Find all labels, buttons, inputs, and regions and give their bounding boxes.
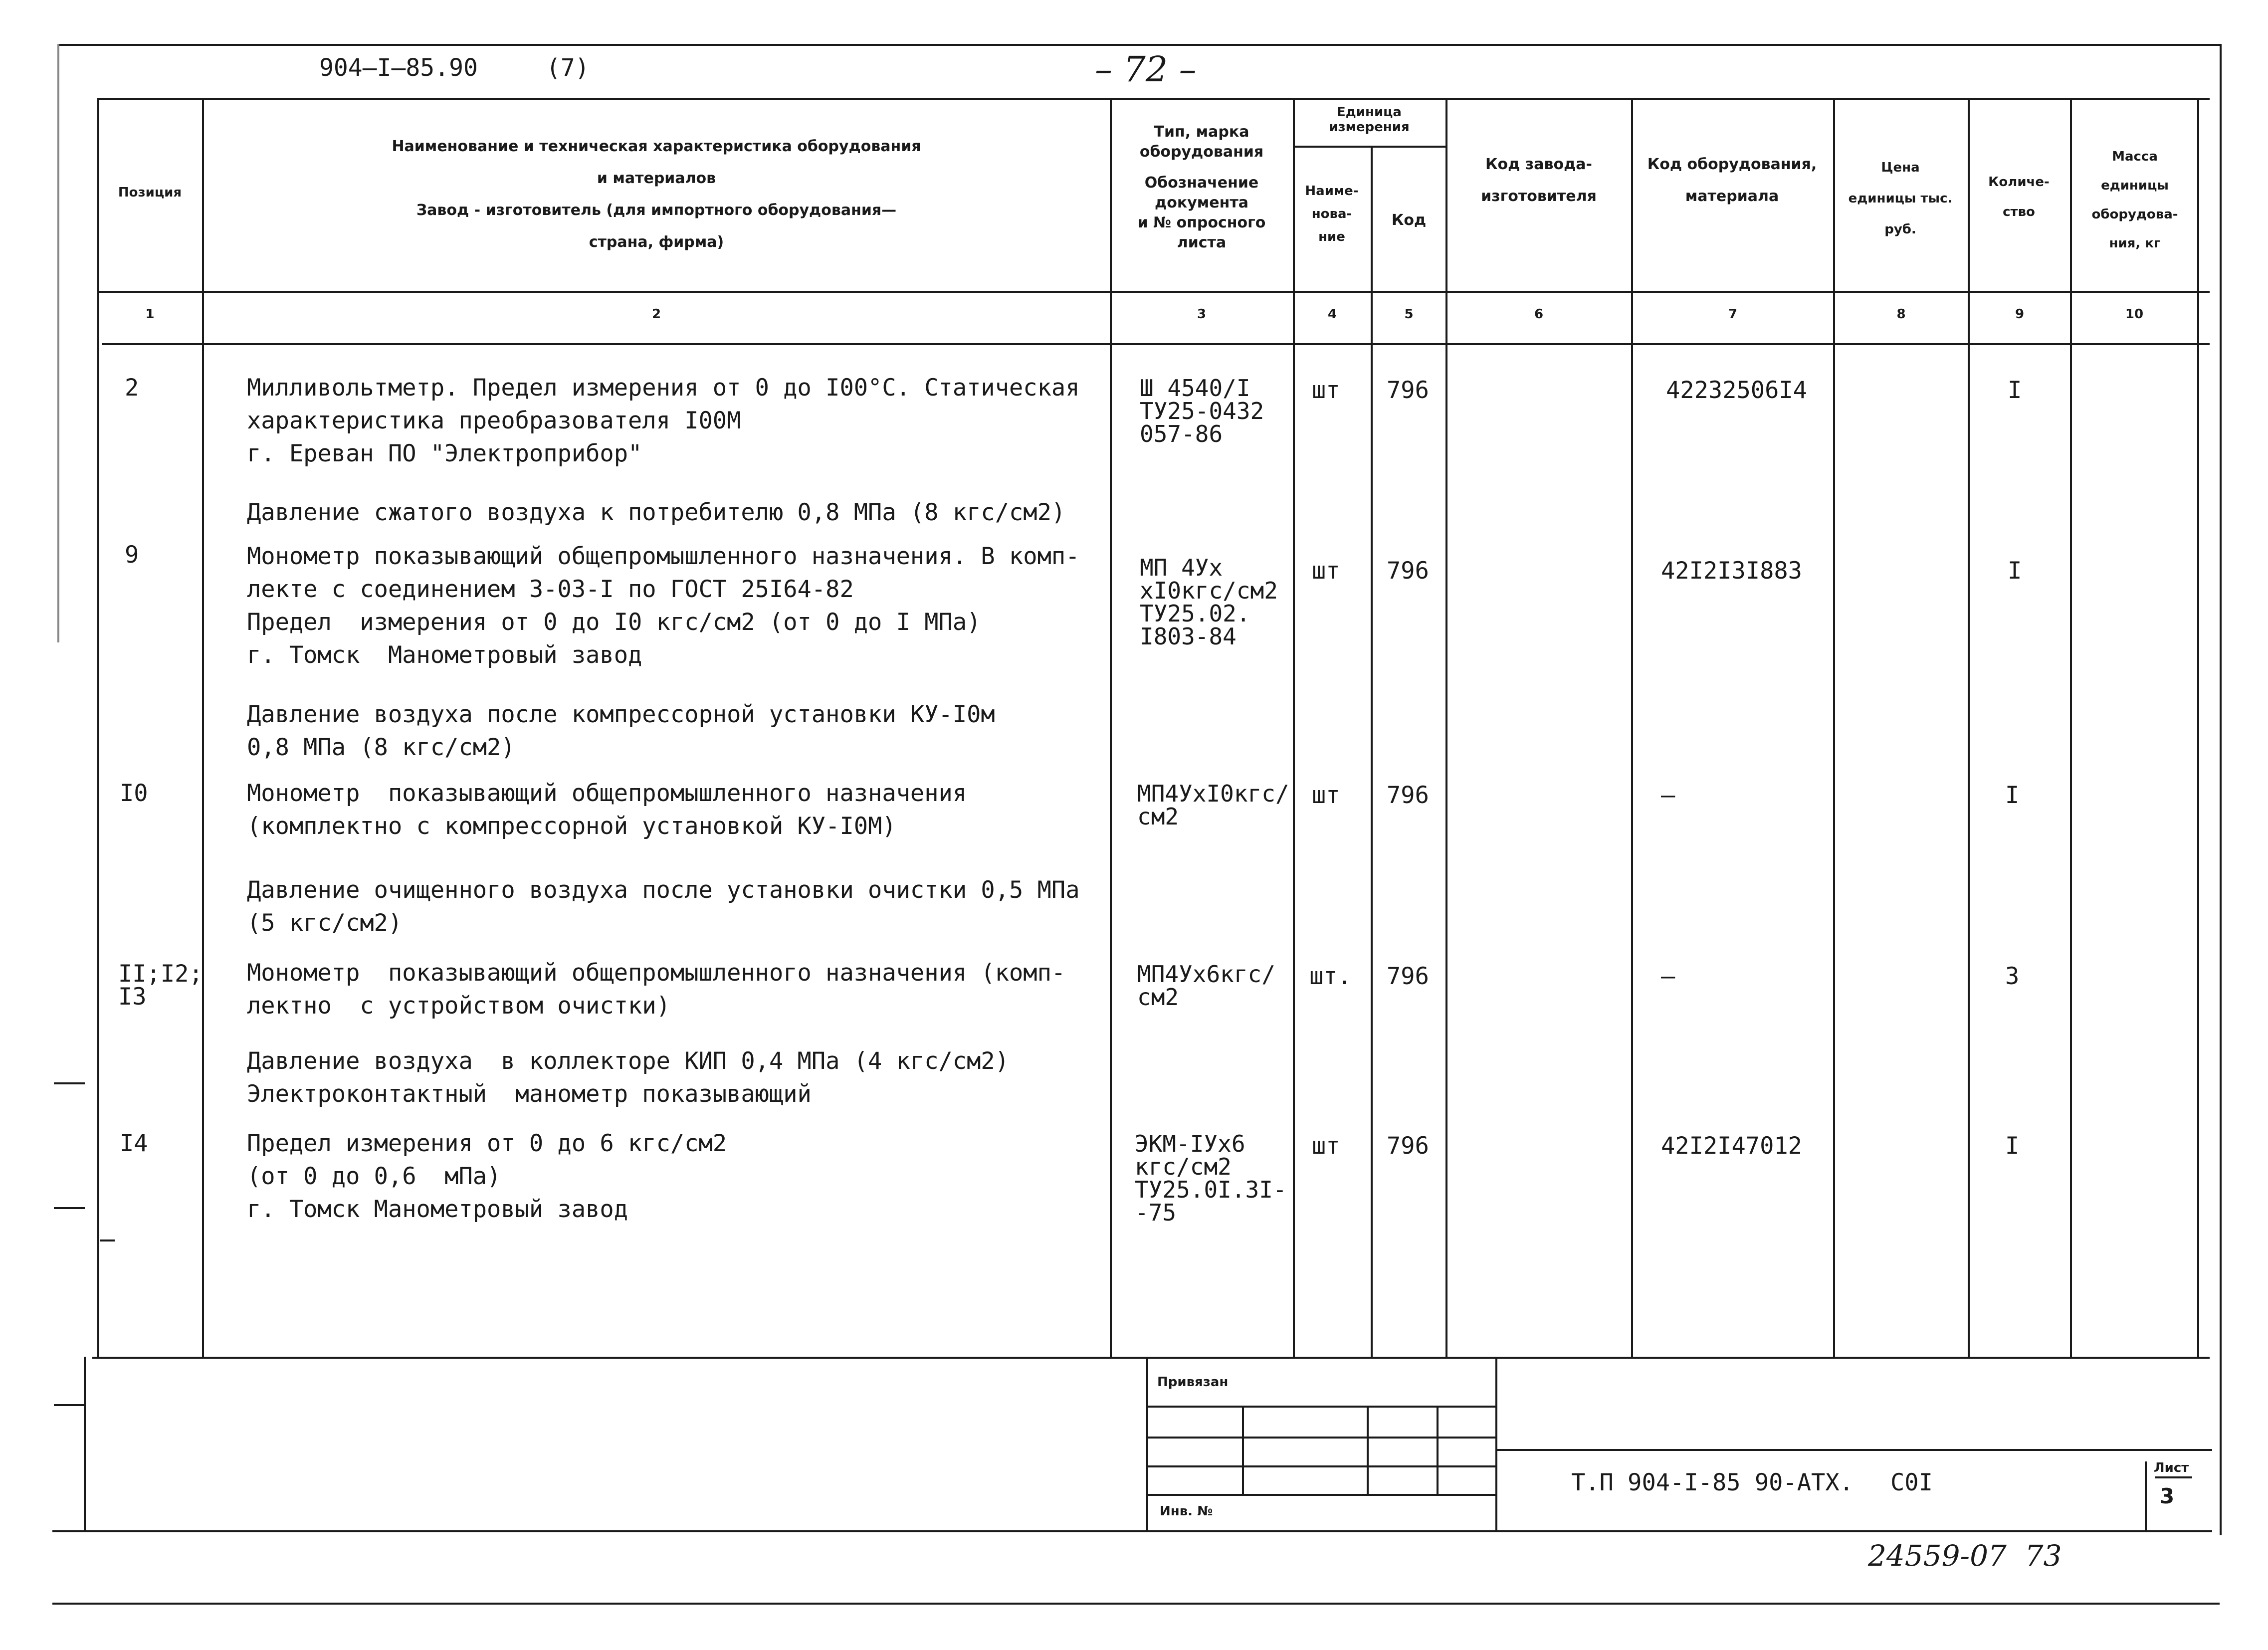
- row-1-qty: I: [2008, 377, 2022, 404]
- col-line-9: [2070, 98, 2072, 1357]
- margin-tick-1: [54, 1082, 85, 1084]
- col-10-header-line-3: оборудова-: [2091, 207, 2178, 222]
- number-row-separator: [102, 343, 2210, 345]
- row-1-position: 2: [125, 374, 139, 402]
- col-line-8: [1968, 98, 1970, 1357]
- row-4-unit: шт.: [1309, 963, 1352, 990]
- col-line-1: [202, 98, 204, 1357]
- section-heading-4: Давление воздуха в коллекторе КИП 0,4 МПа (4 кгс/см2) Электроконтактный манометр показывающий: [247, 1047, 1010, 1108]
- row-4-equip-code: –: [1661, 963, 1675, 990]
- left-edge-mark: [57, 44, 59, 642]
- row-3-unit-code: 796: [1387, 782, 1429, 809]
- row-2-equip-code: 42I2I3I883: [1661, 557, 1802, 585]
- header-separator: [97, 291, 2210, 293]
- col-line-10: [2197, 98, 2199, 1357]
- col-num-3: 3: [1197, 307, 1207, 322]
- col-line-6: [1631, 98, 1633, 1357]
- document-code: С0I: [1890, 1469, 1933, 1496]
- row-3-equip-code: –: [1661, 782, 1675, 809]
- page-number-value: 72: [1123, 49, 1168, 90]
- col-3-header-line-6: листа: [1177, 234, 1227, 251]
- row-3-unit: шт: [1312, 782, 1340, 809]
- table-top-line: [97, 98, 2210, 100]
- row-4-type: МП4Ух6кгс/ см2: [1137, 961, 1275, 1011]
- col-3-header: [1111, 122, 1292, 253]
- col-num-6: 6: [1534, 307, 1544, 322]
- margin-tick-2: [54, 1207, 85, 1209]
- stamp-row-4: [1146, 1494, 1495, 1496]
- col-2-header-line-4: страна, фирма): [589, 233, 724, 251]
- inventory-number-label: Инв. №: [1160, 1504, 1213, 1519]
- col-10-header-line-4: ния, кг: [2109, 236, 2161, 251]
- privyazan-label: Привязан: [1157, 1375, 1229, 1390]
- col-line-5: [1445, 98, 1447, 1357]
- stamp-row-3: [1146, 1465, 1495, 1467]
- col-2-header-line-3: Завод - изготовитель (для импортного оборудования—: [416, 202, 897, 219]
- col-num-2: 2: [651, 307, 661, 322]
- col-line-7: [1833, 98, 1835, 1357]
- col-3-header-line-1: Тип, марка: [1154, 123, 1249, 141]
- sheet-number: 3: [2160, 1484, 2175, 1508]
- section-heading-3: Давление очищенного воздуха после установки очистки 0,5 МПа (5 кгс/см2): [247, 876, 1080, 937]
- col-5-header: Код: [1391, 211, 1427, 229]
- row-5-type: ЭКМ-IУх6 кгс/см2 ТУ25.0I.3I- -75: [1135, 1130, 1287, 1226]
- sheet-label: Лист: [2154, 1460, 2189, 1475]
- row-2-unit: шт: [1312, 557, 1340, 585]
- col-4-header: Наиме- нова- ние: [1305, 184, 1359, 244]
- row-1-type: Ш 4540/I ТУ25-0432 057-86: [1140, 375, 1264, 447]
- stamp-left-line: [84, 1357, 86, 1530]
- col-num-1: 1: [145, 307, 155, 322]
- sheet-box-left: [2145, 1461, 2147, 1530]
- col-num-7: 7: [1728, 307, 1738, 322]
- col-line-2: [1110, 98, 1112, 1357]
- stamp-box-right: [1495, 1357, 1497, 1530]
- row-4-unit-code: 796: [1387, 963, 1429, 990]
- row-4-name: Монометр показывающий общепромышленного назначения (комп- лектно с устройством очистки): [247, 959, 1066, 1020]
- page-bottom-line: [52, 1603, 2220, 1605]
- margin-tick-4: [54, 1404, 85, 1406]
- stamp-sub-col-1: [1242, 1406, 1244, 1494]
- doc-part: (7): [546, 54, 590, 82]
- col-2-header-line-1: Наименование и техническая характеристика оборудования: [392, 138, 921, 155]
- stamp-sub-col-2: [1367, 1406, 1369, 1494]
- col-line-0: [97, 98, 99, 1357]
- col-num-9: 9: [2015, 307, 2025, 322]
- col-1-header: Позиция: [118, 185, 182, 200]
- title-field-top: [1495, 1449, 2212, 1451]
- col-num-10: 10: [2125, 307, 2144, 322]
- col-line-3: [1293, 98, 1295, 1357]
- col-3-header-line-3: Обозначение: [1144, 174, 1259, 192]
- row-2-unit-code: 796: [1387, 557, 1429, 585]
- row-3-qty: I: [2005, 782, 2020, 809]
- col-10-header-line-2: единицы: [2101, 178, 2169, 193]
- row-5-position: I4: [120, 1130, 148, 1157]
- col-num-4: 4: [1327, 307, 1337, 322]
- row-5-unit-code: 796: [1387, 1132, 1429, 1160]
- col-3-header-line-2: оборудования: [1139, 143, 1264, 161]
- row-5-unit: шт: [1312, 1132, 1340, 1160]
- row-1-name: Милливольтметр. Предел измерения от 0 до I00°С. Статическая характеристика преобразователя I00М г. Ереван ПО "Электроприбор": [247, 374, 1080, 467]
- row-1-unit-code: 796: [1387, 377, 1429, 404]
- right-border: [2220, 44, 2222, 1535]
- row-4-position: II;I2; I3: [118, 960, 203, 1011]
- col-10-header-line-1: Масса: [2112, 149, 2158, 164]
- stamp-bottom-line: [52, 1530, 2212, 1532]
- stamp-row-1: [1146, 1406, 1495, 1408]
- row-5-qty: I: [2005, 1132, 2020, 1160]
- page-number: – 72 –: [1095, 49, 1197, 90]
- col-7-header: Код оборудования, материала: [1647, 156, 1817, 205]
- unit-group-line: [1293, 146, 1445, 148]
- col-10-header: [2075, 142, 2195, 258]
- row-2-type: МП 4Ух хI0кгс/см2 ТУ25.02. I803-84: [1140, 554, 1278, 650]
- margin-tick-3: [100, 1239, 115, 1241]
- stamp-sub-col-3: [1437, 1406, 1439, 1494]
- section-heading-1: Давление сжатого воздуха к потребителю 0,8 МПа (8 кгс/см2): [247, 499, 1066, 526]
- row-5-name: Предел измерения от 0 до 6 кгс/см2 (от 0 до 0,6 мПа) г. Томск Манометровый завод: [247, 1130, 727, 1223]
- col-3-header-line-4: документа: [1155, 194, 1248, 211]
- col-9-header: Количе- ство: [1988, 175, 2050, 219]
- table-bottom-line: [92, 1357, 2210, 1359]
- row-2-name: Монометр показывающий общепромышленного назначения. В комп- лекте с соединением 3-03-I по ГОСТ 25I64-82 Предел измерения от 0 до I0 кгс/см2 (от 0 до I МПа) г. Томск Манометровый завод: [247, 543, 1080, 669]
- row-3-type: МП4УхI0кгс/ см2: [1137, 780, 1289, 830]
- stamp-row-2: [1146, 1437, 1495, 1439]
- row-1-equip-code: 42232506I4: [1666, 377, 1807, 404]
- stamp-box-left: [1146, 1357, 1148, 1530]
- row-1-unit: шт: [1312, 377, 1340, 404]
- col-2-header-line-2: и материалов: [597, 170, 716, 187]
- row-3-name: Монометр показывающий общепромышленного назначения (комплектно с компрессорной установкой КУ-I0М): [247, 780, 967, 840]
- unit-group-header: Единица измерения: [1329, 105, 1410, 135]
- archive-number: 24559-07 73: [1868, 1539, 2062, 1573]
- row-5-equip-code: 42I2I47012: [1661, 1132, 1802, 1160]
- doc-code: 904–I–85.90: [319, 54, 478, 82]
- col-line-4: [1371, 146, 1373, 1357]
- col-2-header: [205, 131, 1108, 258]
- top-border: [57, 44, 2220, 46]
- col-6-header: Код завода- изготовителя: [1481, 156, 1597, 205]
- col-8-header: Цена единицы тыс. руб.: [1848, 160, 1953, 237]
- row-3-position: I0: [120, 780, 148, 807]
- col-num-8: 8: [1896, 307, 1906, 322]
- row-4-qty: 3: [2005, 963, 2020, 990]
- row-2-position: 9: [125, 541, 139, 569]
- col-3-header-line-5: и № опросного: [1137, 214, 1266, 231]
- col-num-5: 5: [1404, 307, 1414, 322]
- document-title: Т.П 904-I-85 90-АТХ.: [1571, 1469, 1854, 1496]
- section-heading-2: Давление воздуха после компрессорной установки КУ-I0м 0,8 МПа (8 кгс/см2): [247, 701, 995, 761]
- row-2-qty: I: [2008, 557, 2022, 585]
